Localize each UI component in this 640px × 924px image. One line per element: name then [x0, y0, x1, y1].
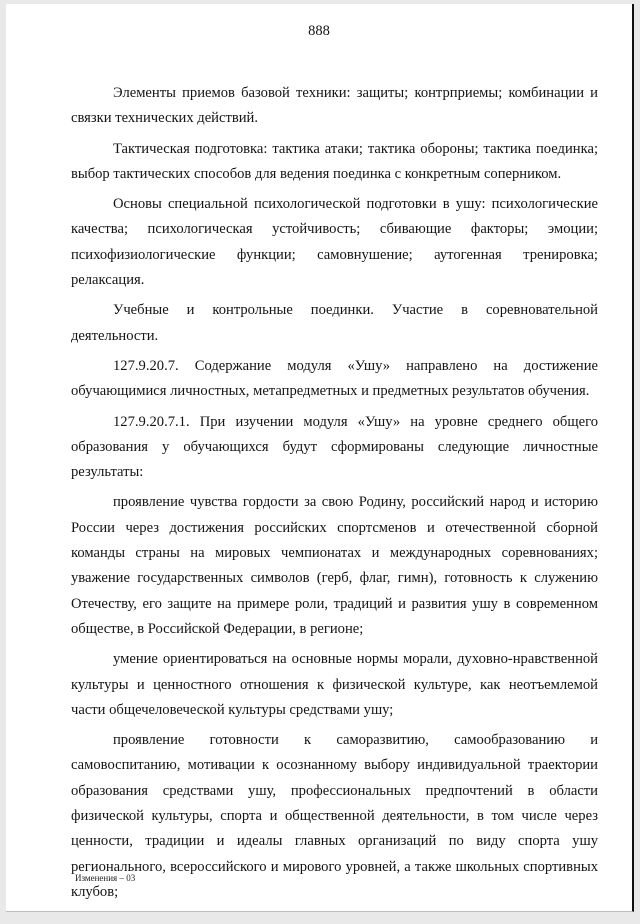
paragraph-personal-results-intro: 127.9.20.7.1. При изучении модуля «Ушу» на уровне среднего общего образования у обучающихся будут сформированы следующие личностные результаты:	[71, 413, 598, 481]
paragraph-training-bouts: Учебные и контрольные поединки. Участие в соревновательной деятельности.	[71, 302, 598, 344]
footer-revision-note: Изменения – 03	[75, 873, 136, 883]
paragraph-module-content: 127.9.20.7. Содержание модуля «Ушу» направлено на достижение обучающимися личностных, метапредметных и предметных результатов обучения.	[71, 357, 598, 400]
body-text	[71, 81, 598, 910]
page-number: 888	[308, 23, 330, 39]
document-page	[6, 4, 634, 912]
paragraph-self-development: проявление готовности к саморазвитию, самообразованию и самовоспитанию, мотивации к осознанному выбору индивидуальной траектории образования средствами ушу, профессиональных предпочтений в области физической культуры, спорта и общественной деятельности, в том числе через ценности, традиции и идеалы главных организаций по виду спорта ушу регионального, всероссийского и мирового уровней, а также школьных спортивных клубов;	[71, 732, 598, 900]
paragraph-psychological-training: Основы специальной психологической подготовки в ушу: психологические качества; психологическая устойчивость; сбивающие факторы; эмоции; психофизиологические функции; самовнушение; аутогенная тренировка; релаксация.	[71, 196, 598, 289]
paragraph-basic-technique: Элементы приемов базовой техники: защиты; контрприемы; комбинации и связки технических действий.	[71, 85, 598, 127]
paragraph-moral-norms: умение ориентироваться на основные нормы морали, духовно-нравственной культуры и ценностного отношения к физической культуре, как неотъемлемой части общечеловеческой культуры средствами ушу;	[71, 651, 598, 718]
paragraph-pride-homeland: проявление чувства гордости за свою Родину, российский народ и историю России через достижения российских спортсменов и отечественной сборной команды страны на мировых чемпионатах и международных соревнованиях; уважение государственных символов (герб, флаг, гимн), готовность к служению Отечеству, его защите на примере роли, традиций и развития ушу в современном обществе, в Российской Федерации, в регионе;	[71, 494, 598, 637]
paragraph-tactical-training: Тактическая подготовка: тактика атаки; тактика обороны; тактика поединка; выбор тактических способов для ведения поединка с конкретным соперником.	[71, 140, 598, 182]
